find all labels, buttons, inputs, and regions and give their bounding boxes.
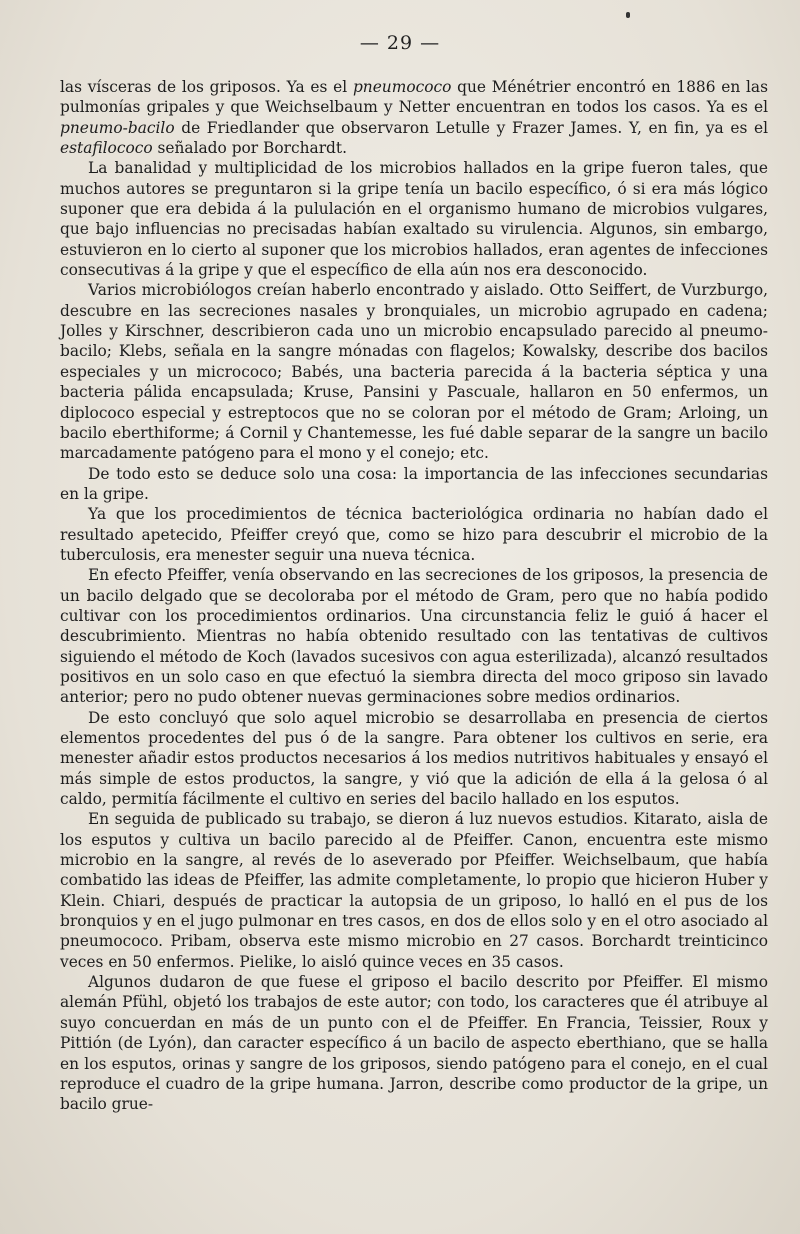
paragraph (60, 464, 768, 505)
text-run: En seguida de publicado su trabajo, se dieron á luz nuevos estudios. Kitarato, aisla de los esputos y cultiva un bacilo parecido al de Pfeiffer. Canon, encuentra este mismo microbio en la sangre, al revés de lo aseverado por Pfeiffer. Weichselbaum, que había combatido las ideas de Pfeiffer, las admite completamente, lo propio que hicieron Huber y Klein. Chiari, después de practicar la autopsia de un griposo, lo halló en el pus de los bronquios y en el jugo pulmonar en tres casos, en dos de ellos solo y en el otro asociado al pneumococo. Pribam, observa este mismo microbio en 27 casos. Borchardt treinticinco veces en 50 enfermos. Pielike, lo aisló quince veces en 35 casos. (60, 810, 768, 971)
body-text (60, 77, 768, 1115)
paragraph (60, 280, 768, 463)
paragraph (60, 708, 768, 810)
text-run: De esto concluyó que solo aquel microbio se desarrollaba en presencia de ciertos elementos procedentes del pus ó de la sangre. Para obtener los cultivos en serie, era menester añadir estos productos necesarios á los medios nutritivos habituales y ensayó el más simple de estos productos, la sangre, y vió que la adición de ella á la gelosa ó al caldo, permitía fácilmente el cultivo en series del bacilo hallado en los esputos. (60, 708, 768, 809)
paragraph (60, 565, 768, 707)
text-run: las vísceras de los griposos. Ya es el (60, 78, 353, 96)
italic-term: pneumococo (352, 78, 452, 96)
page-number: — 29 — (359, 32, 441, 54)
text-run: Ya que los procedimientos de técnica bacteriológica ordinaria no habían dado el resultado apetecido, Pfeiffer creyó que, como se hizo para descubrir el microbio de la tuberculosis, era menester seguir una nueva técnica. (60, 505, 768, 564)
ink-speck (626, 12, 630, 18)
italic-term: estafilococo (60, 139, 153, 158)
paragraph (60, 504, 768, 565)
text-run: En efecto Pfeiffer, venía observando en las secreciones de los griposos, la presencia de un bacilo delgado que se decoloraba por el método de Gram, pero que no había podido cultivar con los procedimientos ordinarios. Una circunstancia feliz le guió á hacer el descubrimiento. Mientras no había obtenido resultado con las tentativas de cultivos siguiendo el método de Koch (lavados sucesivos con agua esterilizada), alcanzó resultados positivos en un solo caso en que efectuó la siembra directa del moco griposo sin lavado anterior; pero no pudo obtener nuevas germinaciones sobre medios ordinarios. (60, 566, 768, 707)
italic-term: pneumo-bacilo (60, 118, 175, 137)
text-run: que Ménétrier encontró en 1886 en las pulmonías gripales y que Weichselbaum y Netter encuentran en todos los casos. Ya es el (60, 78, 768, 117)
paragraph (60, 77, 768, 158)
paragraph (60, 809, 768, 972)
text-run: La banalidad y multiplicidad de los microbios hallados en la gripe fueron tales, que muchos autores se preguntaron si la gripe tenía un bacilo específico, ó si era más lógico suponer que era debida á la pululación en el organismo humano de microbios vulgares, que bajo influencias no precisadas habían exaltado su virulencia. Algunos, sin embargo, estuvieron en lo cierto al suponer que los microbios hallados, eran agentes de infecciones consecutivas á la gripe y que el específico de ella aún nos era desconocido. (60, 159, 768, 280)
text-run: Varios microbiólogos creían haberlo encontrado y aislado. Otto Seiffert, de Vurzburgo, descubre en las secreciones nasales y bronquiales, un microbio agrupado en cadena; Jolles y Kirschner, describieron cada uno un microbio encapsulado parecido al pneumo-bacilo; Klebs, señala en la sangre mónadas con flagelos; Kowalsky, describe dos bacilos especiales y un micrococo; Babés, una bacteria parecida á la bacteria séptica y una bacteria pálida encapsulada; Kruse, Pansini y Pascuale, hallaron en 50 enfermos, un diplococo especial y estreptocos que no se coloran por el método de Gram; Arloing, un bacilo eberthiforme; á Cornil y Chantemesse, les fué dable separar de la sangre un bacilo marcadamente patógeno para el mono y el conejo; etc. (60, 281, 768, 463)
text-run: señalado por Borchardt. (152, 139, 347, 158)
text-run: Algunos dudaron de que fuese el griposo el bacilo descrito por Pfeiffer. El mismo alemán Pfühl, objetó los trabajos de este autor; con todo, los caracteres que él atribuye al suyo concuerdan en más de un punto con el de Pfeiffer. En Francia, Teissier, Roux y Pittión (de Lyón), dan caracter específico á un bacilo de aspecto eberthiano, que se halla en los esputos, orinas y sangre de los griposos, siendo patógeno para el conejo, en el cual reproduce el cuadro de la gripe humana. Jarron, describe como productor de la gripe, un bacilo grue- (60, 973, 768, 1114)
text-run: De todo esto se deduce solo una cosa: la importancia de las infecciones secundarias en la gripe. (60, 464, 768, 503)
paragraph (60, 158, 768, 280)
text-run: de Friedlander que observaron Letulle y Frazer James. Y, en fin, ya es el (174, 118, 768, 137)
paragraph (60, 972, 768, 1114)
